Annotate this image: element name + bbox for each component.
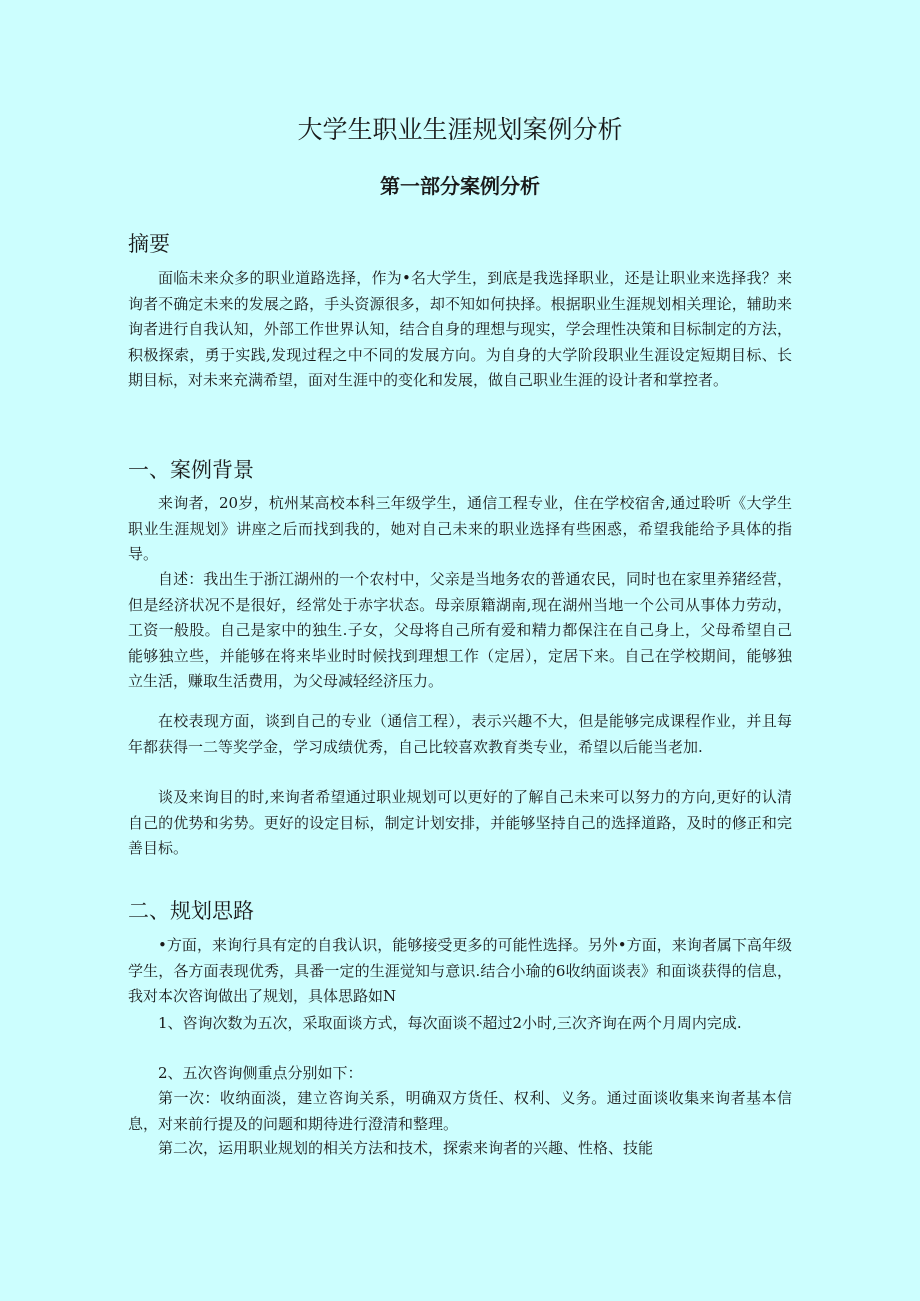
abstract-paragraph: 面临未来众多的职业道路选择，作为•名大学生，到底是我选择职业，还是让职业来选择我？来询者不确定未来的发展之路，手头资源很多，却不知如何抉择。根据职业生涯规划相关理论，辅助来询者进行自我认知，外部工作世界认知，结合自身的理想与现实，学会理性决策和目标制定的方法，积极探索，勇于实践,发现过程之中不同的发展方向。为自身的大学阶段职业生涯设定短期目标、长期目标，对未来充满希望，面对生涯中的变化和发展，做自己职业生涯的设计者和掌控者。: [128, 269, 792, 390]
background-paragraph-3: 在校表现方面，谈到自己的专业（通信工程），表示兴趣不大，但是能够完成课程作业，并且每年都获得一二等奖学金，学习成绩优秀，自己比较喜欢教育类专业，希望以后能当老加.: [128, 712, 792, 756]
planning-paragraph-1: •方面，来询行具有定的自我认识，能够接受更多的可能性选择。另外•方面，来询者属下高年级学生，各方面表现优秀，具番一定的生涯觉知与意识.结合小瑜的6收纳面谈表》和面谈获得的信息，我对本次咨询做出了规划，具体思路如N: [128, 936, 792, 1006]
planning-paragraph-2: 1、咨询次数为五次，采取面谈方式，每次面谈不超过2小时,三次齐询在两个月周内完成.: [158, 1014, 742, 1032]
planning-paragraph-5: 第二次，运用职业规划的相关方法和技术，探索来询者的兴趣、性格、技能: [158, 1139, 654, 1157]
part-title: 第一部分案例分析: [380, 174, 540, 198]
planning-paragraph-3: 2、五次咨询侧重点分别如下：: [158, 1064, 363, 1082]
background-paragraph-1: 来询者，20岁，杭州某高校本科三年级学生，通信工程专业，住在学校宿舍,通过聆听《大学生职业生涯规划》讲座之后而找到我的，她对自己未来的职业选择有些困惑，希望我能给予具体的指导。: [128, 494, 792, 564]
background-paragraph-2: 自述：我出生于浙江湖州的一个农村中，父亲是当地务农的普通农民，同时也在家里养猪经营，但是经济状况不是很好，经常处于赤字状态。母亲原籍湖南,现在湖州当地一个公司从事体力劳动，工资一般股。自己是家中的独生.子女，父母将自己所有爱和精力都保注在自己身上，父母希望自己能够独立些，并能够在将来毕业时时候找到理想工作（定居），定居下来。自己在学校期间，能够独立生活，赚取生活费用，为父母减轻经济压力。: [128, 570, 792, 691]
abstract-heading: 摘要: [128, 232, 170, 256]
background-paragraph-4: 谈及来询目的时,来询者希望通过职业规划可以更好的了解自己未来可以努力的方向,更好的认清自己的优势和劣势。更好的设定目标，制定计划安排，并能够坚持自己的选择道路，及时的修正和完善目标。: [128, 788, 792, 858]
document-title: 大学生职业生涯规划案例分析: [297, 115, 623, 144]
section-heading-background: 一、案例背景: [128, 458, 254, 482]
section-heading-planning: 二、规划思路: [128, 899, 254, 923]
planning-paragraph-4: 第一次：收纳面淡，建立咨询关系，明确双方货任、权利、义务。通过面谈收集来询者基本信息，对来前行提及的问题和期待进行澄清和整理。: [128, 1089, 792, 1133]
